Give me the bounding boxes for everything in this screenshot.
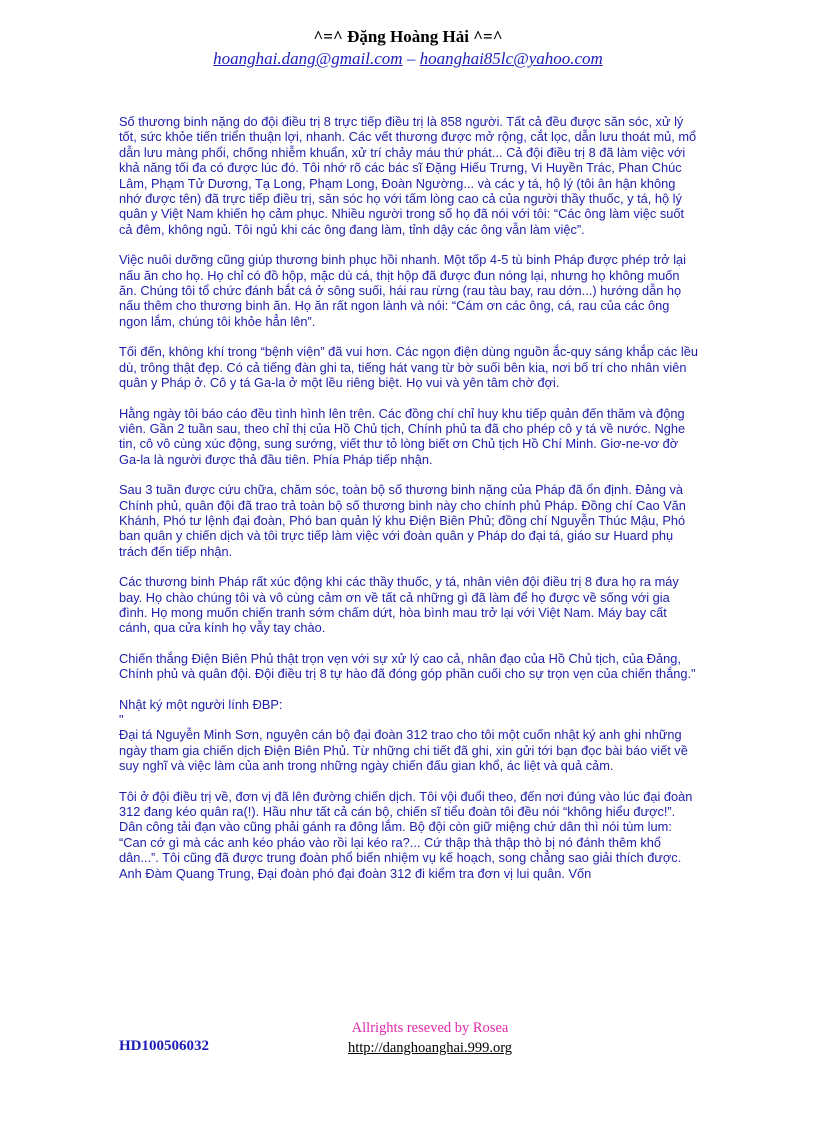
- paragraph: Sau 3 tuần được cứu chữa, chăm sóc, toàn bộ số thương binh nặng của Pháp đã ổn định. Đảng và Chính phủ, quân đội đã trao trả toàn bộ số thương binh này cho chính phủ Pháp. Đồng chí Cao Văn Khánh, Phó tư lệnh đại đoàn, Phó ban quản lý khu Điện Biên Phủ; đồng chí Nguyễn Thúc Mậu, Phó ban quân y chiến dịch và tôi trực tiếp làm việc với đoàn quân y Pháp do đại tá, giáo sư Huard phụ trách đến tiếp nhận.: [119, 482, 686, 559]
- paragraph: Tối đến, không khí trong “bệnh viện” đã vui hơn. Các ngọn điện dùng nguồn ắc-quy sáng khắp các lều dù, trông thật đẹp. Có cả tiếng đàn ghi ta, tiếng hát vang từ bờ suối bên kia, nơi bố trí cho nhân viên quân y Pháp ở. Cô y tá Ga-la ở một lều riêng biệt. Họ vui và yên tâm chờ đợi.: [119, 344, 698, 391]
- email-link-yahoo[interactable]: hoanghai85lc@yahoo.com: [419, 49, 603, 68]
- document-id: HD100506032: [119, 1038, 209, 1054]
- copyright-notice: Allrights reseved by Rosea: [351, 1020, 509, 1036]
- author-emails: [0, 48, 816, 70]
- author-title: ^=^ Đặng Hoàng Hải ^=^: [313, 27, 503, 46]
- paragraph: Các thương binh Pháp rất xúc động khi các thầy thuốc, y tá, nhân viên đội điều trị 8 đưa họ ra máy bay. Họ chào chúng tôi và vô cùng cảm ơn về tất cả những gì đã làm để họ được về sống với gia đình. Họ mong muốn chiến tranh sớm chấm dứt, hòa bình mau trở lại với Việt Nam. Máy bay cất cánh, qua cửa kính họ vẫy tay chào.: [119, 574, 679, 636]
- page-header: [0, 26, 816, 70]
- paragraph: Đại tá Nguyễn Minh Sơn, nguyên cán bộ đại đoàn 312 trao cho tôi một cuốn nhật ký anh ghi những ngày tham gia chiến dịch Điện Biên Phủ. Từ những chi tiết đã ghi, xin gửi tới bạn đọc bài báo viết về suy nghĩ và việc làm của anh trong những ngày chiến đấu gian khổ, ác liệt và quả cảm.: [119, 727, 688, 774]
- footer-url-link[interactable]: http://danghoanghai.999.org: [347, 1040, 513, 1056]
- email-link-gmail[interactable]: hoanghai.dang@gmail.com: [213, 49, 403, 68]
- paragraph: Việc nuôi dưỡng cũng giúp thương binh phục hồi nhanh. Một tốp 4-5 tù binh Pháp được phép trở lại nấu ăn cho họ. Họ chỉ có đồ hộp, mặc dù cá, thịt hộp đã được đun nóng lại, nhưng họ không muốn ăn. Chúng tôi tổ chức đánh bắt cá ở sông suối, hái rau rừng (rau tàu bay, rau dớn...) hướng dẫn họ nấu thêm cho thương binh ăn. Họ ăn rất ngon lành và nói: “Cám ơn các ông, cá, rau của các ông ngon lắm, chúng tôi khỏe hẳn lên”.: [119, 252, 687, 329]
- article-body: [119, 114, 699, 896]
- email-separator: –: [402, 49, 420, 68]
- paragraph: Chiến thắng Điện Biên Phủ thật trọn vẹn với sự xử lý cao cả, nhân đạo của Hồ Chủ tịch, của Đảng, Chính phủ và quân đội. Đội điều trị 8 tự hào đã đóng góp phần cuối cho sự trọn vẹn của chiến thắng.": [119, 650, 696, 682]
- page-footer-center: [300, 1018, 560, 1058]
- paragraph: Số thương binh nặng do đội điều trị 8 trực tiếp điều trị là 858 người. Tất cả đều được săn sóc, xử lý tốt, sức khỏe tiến triển thuận lợi, nhanh. Các vết thương được mở rộng, cắt lọc, dẫn lưu thoát mủ, mổ dẫn lưu màng phổi, chống nhiễm khuẩn, xử trí chảy máu thứ phát... Cả đội điều trị 8 đã làm việc với khả năng tối đa có được lúc đó. Tôi nhớ rõ các bác sĩ Đặng Hiếu Trưng, Vi Huyền Trác, Phan Chúc Lâm, Phạm Tử Dương, Tạ Long, Phạm Long, Đoàn Ngường... và các y tá, hộ lý (tôi ân hận không nhớ được tên) đã trực tiếp điều trị, săn sóc họ với tấm lòng cao cả của người thầy thuốc, y tá, hộ lý quân y Việt Nam khiến họ cảm phục. Nhiều người trong số họ đã nói với tôi: “Các ông làm việc suốt cả đêm, không ngủ. Tôi ngủ khi các ông đang làm, tỉnh dậy các ông vẫn làm việc”.: [119, 114, 697, 237]
- quote-mark: ": [119, 712, 124, 727]
- paragraph: Hằng ngày tôi báo cáo đều tình hình lên trên. Các đồng chí chỉ huy khu tiếp quản đến thăm và động viên. Gần 2 tuần sau, theo chỉ thị của Hồ Chủ tịch, Chính phủ ta đã cho phép cô y tá về nước. Nghe tin, cô vô cùng xúc động, sung sướng, viết thư tỏ lòng biết ơn Chủ tịch Hồ Chí Minh. Giơ-ne-vơ đờ Ga-la là người được thả đầu tiên. Phía Pháp tiếp nhận.: [119, 405, 686, 467]
- paragraph: Tôi ở đội điều trị về, đơn vị đã lên đường chiến dịch. Tôi vội đuổi theo, đến nơi đúng vào lúc đại đoàn 312 đang kéo quân ra(!). Hầu như tất cả cán bộ, chiến sĩ tiểu đoàn tôi đều nói “không hiểu được!”. Dân công tải đạn vào cũng phải gánh ra đông lắm. Bộ đội còn giữ miệng chứ dân thì nói tùm lum: “Can cớ gì mà các anh kéo pháo vào rồi lại kéo ra?... Cứ thập thà thập thò bị nó đánh thêm khổ dân...”. Tôi cũng đã được trung đoàn phổ biến nhiệm vụ kế hoạch, song chẳng sao giải thích được. Anh Đàm Quang Trung, Đại đoàn phó đại đoàn 312 đi kiểm tra đơn vị lui quân. Vốn: [119, 788, 693, 881]
- section-heading: Nhật ký một người lính ĐBP:: [119, 696, 283, 712]
